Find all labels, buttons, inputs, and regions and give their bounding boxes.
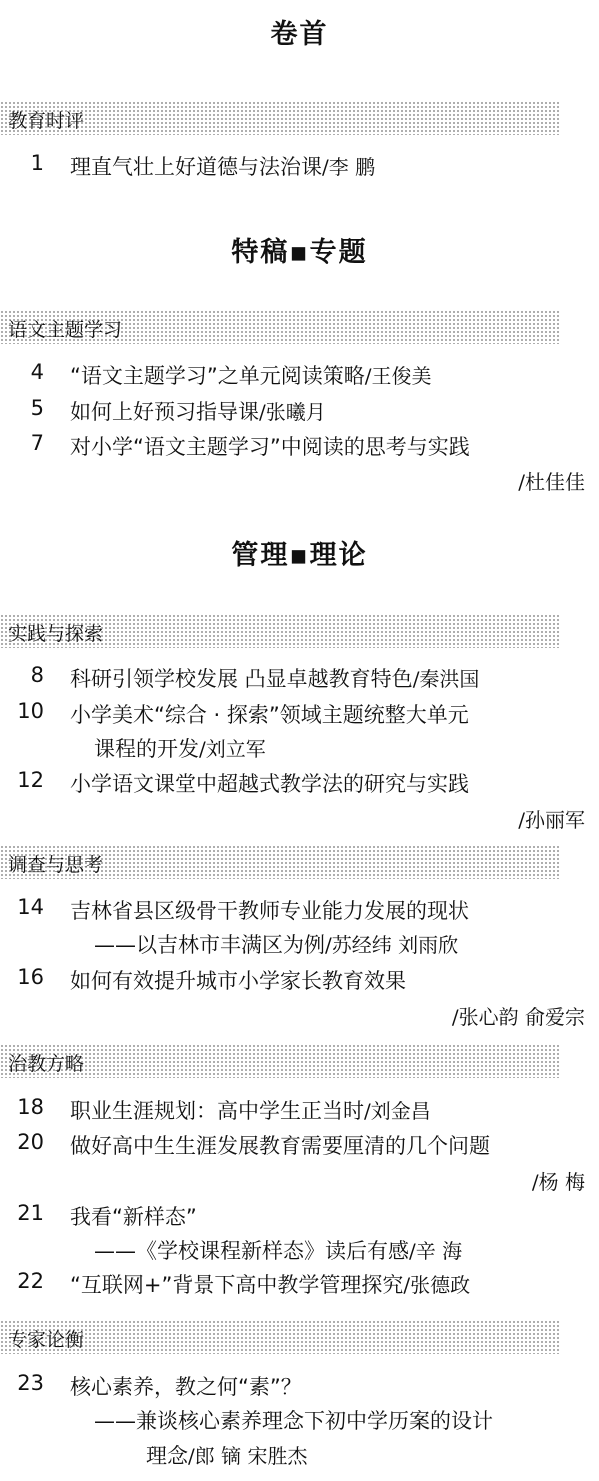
entry-author: /张曦月: [259, 400, 326, 424]
page-number: 7: [30, 431, 44, 455]
entry-author: /辛 海: [409, 1239, 463, 1263]
column-band-chinese-theme: [0, 310, 560, 344]
column-label: 专家论衡: [8, 1329, 85, 1351]
entry-continuation: ——《学校课程新样态》读后有感/辛 海: [94, 1239, 463, 1263]
entry-title-line: 如何有效提升城市小学家长教育效果: [70, 969, 406, 993]
entry-title-line: “互联网+”背景下高中教学管理探究/张德政: [70, 1273, 471, 1297]
toc-entry[interactable]: [0, 699, 599, 729]
toc-entry[interactable]: [0, 895, 599, 925]
column-band-governance: [0, 1044, 560, 1078]
toc-entry[interactable]: [0, 1269, 599, 1299]
entry-author: /刘立军: [199, 737, 266, 761]
column-label: 治教方略: [8, 1053, 85, 1075]
column-band-survey: [0, 845, 560, 879]
entry-title-line: 职业生涯规划：高中学生正当时/刘金昌: [70, 1099, 431, 1123]
page-number: 16: [17, 965, 44, 989]
column-label: 实践与探索: [8, 623, 104, 645]
column-label: 教育时评: [8, 110, 85, 132]
entry-title-line: 小学美术“综合 · 探索”领域主题统整大单元: [70, 703, 469, 727]
toc-entry[interactable]: [0, 151, 599, 181]
entry-title-line: 如何上好预习指导课/张曦月: [70, 400, 326, 424]
page-number: 5: [30, 396, 44, 420]
page-number: 1: [30, 151, 44, 175]
entry-continuation: ——兼谈核心素养理念下初中学历案的设计: [94, 1409, 493, 1433]
entry-title-line: 我看“新样态”: [70, 1205, 197, 1229]
entry-author: /张心韵 俞爱宗: [451, 1005, 585, 1029]
entry-continuation: ——以吉林市丰满区为例/苏经纬 刘雨欣: [94, 933, 459, 957]
entry-title-line: 科研引领学校发展 凸显卓越教育特色/秦洪国: [70, 667, 480, 691]
page-number: 12: [17, 768, 44, 792]
column-band-experts: [0, 1320, 560, 1354]
toc-entry[interactable]: [0, 1371, 599, 1401]
entry-title-line: “语文主题学习”之单元阅读策略/王俊美: [70, 364, 432, 388]
section-title-management: 管理▪理论: [231, 540, 368, 571]
entry-author: /孙丽军: [518, 808, 585, 832]
page-number: 4: [30, 360, 44, 384]
entry-author: /李 鹏: [322, 155, 376, 179]
entry-continuation: 理念/郎 镝 宋胜杰: [146, 1444, 308, 1468]
page-number: 20: [17, 1130, 44, 1154]
toc-entry[interactable]: [0, 396, 599, 426]
toc-entry[interactable]: [0, 965, 599, 995]
entry-title-line: 对小学“语文主题学习”中阅读的思考与实践: [70, 435, 470, 459]
page-number: 23: [17, 1371, 44, 1395]
toc-entry[interactable]: [0, 1201, 599, 1231]
entry-author: /刘金昌: [364, 1099, 431, 1123]
entry-author: /王俊美: [364, 364, 432, 388]
page-number: 22: [17, 1269, 44, 1293]
entry-title-line: 小学语文课堂中超越式教学法的研究与实践: [70, 772, 469, 796]
entry-author: /杨 梅: [531, 1170, 585, 1194]
page-number: 21: [17, 1201, 44, 1225]
column-band-education-commentary: [0, 101, 560, 135]
toc-entry[interactable]: [0, 360, 599, 390]
toc-entry[interactable]: [0, 431, 599, 461]
entry-author: /秦洪国: [412, 667, 480, 691]
column-label: 调查与思考: [8, 854, 104, 876]
entry-title-line: 吉林省县区级骨干教师专业能力发展的现状: [70, 899, 469, 923]
page-number: 10: [17, 699, 44, 723]
entry-author: /杜佳佳: [518, 470, 585, 494]
entry-title-line: 做好高中生生涯发展教育需要厘清的几个问题: [70, 1134, 490, 1158]
entry-author: /苏经纬 刘雨欣: [325, 933, 459, 957]
page-number: 18: [17, 1095, 44, 1119]
page-number: 8: [30, 663, 44, 687]
entry-title-line: 理直气壮上好道德与法治课/李 鹏: [70, 155, 376, 179]
section-title-foreword: 卷首: [270, 19, 329, 50]
entry-title-line: 核心素养，教之何“素”？: [70, 1375, 302, 1399]
toc-entry[interactable]: [0, 1095, 599, 1125]
column-band-practice: [0, 614, 560, 648]
entry-author: /张德政: [403, 1273, 471, 1297]
toc-entry[interactable]: [0, 663, 599, 693]
entry-author: /郎 镝 宋胜杰: [188, 1444, 308, 1468]
toc-entry[interactable]: [0, 1130, 599, 1160]
toc-entry[interactable]: [0, 768, 599, 798]
column-label: 语文主题学习: [8, 319, 123, 341]
section-title-special: 特稿▪专题: [231, 237, 368, 268]
page-number: 14: [17, 895, 44, 919]
entry-continuation: 课程的开发/刘立军: [94, 737, 266, 761]
